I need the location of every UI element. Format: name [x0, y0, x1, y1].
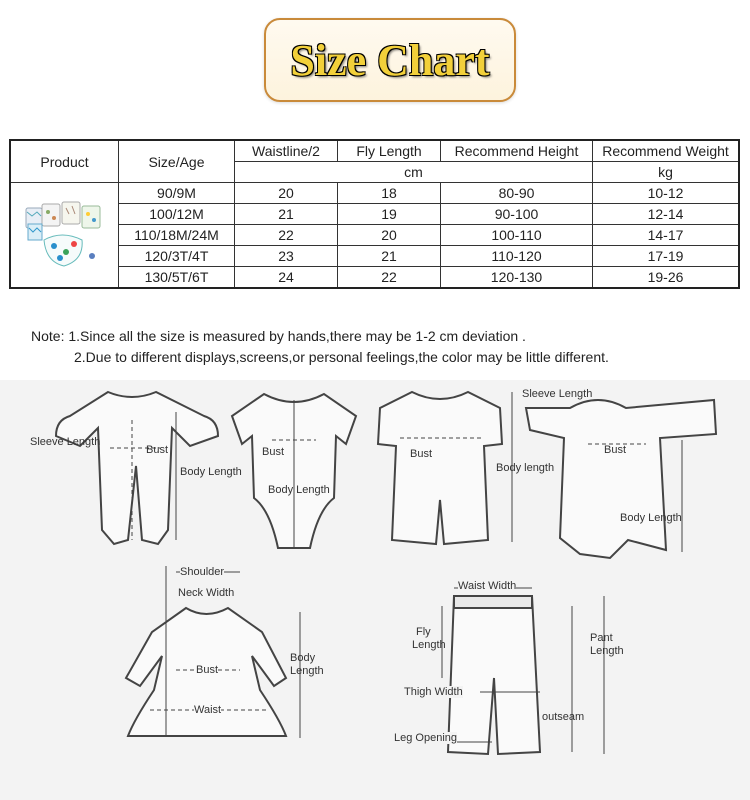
- cell-size: 90/9M: [119, 183, 235, 204]
- label-pants-leg: Leg Opening: [394, 732, 457, 744]
- label-dress-body-2: Length: [290, 665, 324, 677]
- table-row: [10, 246, 739, 267]
- label-romper-body: Body Length: [180, 466, 242, 478]
- header-fly-length: Fly Length: [338, 140, 441, 162]
- label-dress-shoulder: Shoulder: [180, 566, 225, 578]
- cell-fly: 19: [338, 204, 441, 225]
- table-row: [10, 204, 739, 225]
- cell-weight: 12-14: [593, 204, 740, 225]
- label-pants-fly-2: Length: [412, 639, 446, 651]
- label-pants-length-1: Pant: [590, 632, 613, 644]
- kimono-outline: [526, 400, 716, 558]
- label-dress-waist: Waist: [194, 704, 222, 716]
- cell-height: 90-100: [441, 204, 593, 225]
- label-dress-body-1: Body: [290, 652, 316, 664]
- label-romper-sleeve: Sleeve Length: [30, 436, 101, 448]
- label-pants-length-2: Length: [590, 645, 624, 657]
- cell-fly: 18: [338, 183, 441, 204]
- label-pants-waist: Waist Width: [458, 580, 517, 592]
- table-row: [10, 267, 739, 289]
- header-size-age: Size/Age: [119, 140, 235, 183]
- table-header-row: [10, 140, 739, 162]
- label-bodysuit-body: Body Length: [268, 484, 330, 496]
- label-shorts-bust: Bust: [410, 448, 433, 460]
- cell-fly: 20: [338, 225, 441, 246]
- cell-size: 100/12M: [119, 204, 235, 225]
- label-romper-bust: Bust: [146, 444, 169, 456]
- label-kimono-sleeve: Sleeve Length: [522, 388, 593, 400]
- label-dress-bust: Bust: [196, 664, 219, 676]
- cell-size: 130/5T/6T: [119, 267, 235, 289]
- size-table: [9, 139, 740, 289]
- table-row: [10, 183, 739, 204]
- shorts-romper-outline: [378, 392, 502, 544]
- product-image-cell: [10, 183, 119, 289]
- pants-outline: [448, 596, 540, 754]
- label-kimono-body: Body Length: [620, 512, 682, 524]
- label-kimono-bust: Bust: [604, 444, 627, 456]
- cell-height: 120-130: [441, 267, 593, 289]
- measurement-diagram: [0, 380, 750, 800]
- header-recommend-height: Recommend Height: [441, 140, 593, 162]
- cell-weight: 14-17: [593, 225, 740, 246]
- garment-illustrations: [0, 380, 750, 800]
- cell-weight: 19-26: [593, 267, 740, 289]
- note-line-1: Note: 1.Since all the size is measured by hands,there may be 1-2 cm deviation .: [31, 328, 526, 344]
- cell-fly: 22: [338, 267, 441, 289]
- header-waistline: Waistline/2: [235, 140, 338, 162]
- cell-height: 110-120: [441, 246, 593, 267]
- header-recommend-weight: Recommend Weight: [593, 140, 740, 162]
- label-dress-neck: Neck Width: [178, 587, 235, 599]
- size-chart-title-box: [264, 18, 516, 102]
- cell-waist: 20: [235, 183, 338, 204]
- cell-waist: 22: [235, 225, 338, 246]
- cell-waist: 21: [235, 204, 338, 225]
- cell-fly: 21: [338, 246, 441, 267]
- unit-kg: kg: [593, 162, 740, 183]
- label-bodysuit-bust: Bust: [262, 446, 285, 458]
- cell-height: 100-110: [441, 225, 593, 246]
- cell-size: 120/3T/4T: [119, 246, 235, 267]
- cell-weight: 17-19: [593, 246, 740, 267]
- unit-cm: cm: [235, 162, 593, 183]
- label-pants-thigh: Thigh Width: [404, 686, 463, 698]
- header-product: Product: [10, 140, 119, 183]
- label-pants-outseam: outseam: [542, 711, 585, 723]
- cell-weight: 10-12: [593, 183, 740, 204]
- cell-waist: 24: [235, 267, 338, 289]
- label-shorts-body: Body length: [496, 462, 555, 474]
- label-pants-fly-1: Fly: [416, 626, 431, 638]
- notes: [31, 326, 609, 368]
- cell-size: 110/18M/24M: [119, 225, 235, 246]
- note-line-2: 2.Due to different displays,screens,or personal feelings,the color may be little different.: [74, 349, 609, 365]
- cell-height: 80-90: [441, 183, 593, 204]
- cell-waist: 23: [235, 246, 338, 267]
- product-image: [22, 200, 108, 270]
- table-row: [10, 225, 739, 246]
- page-title: Size Chart: [290, 35, 490, 85]
